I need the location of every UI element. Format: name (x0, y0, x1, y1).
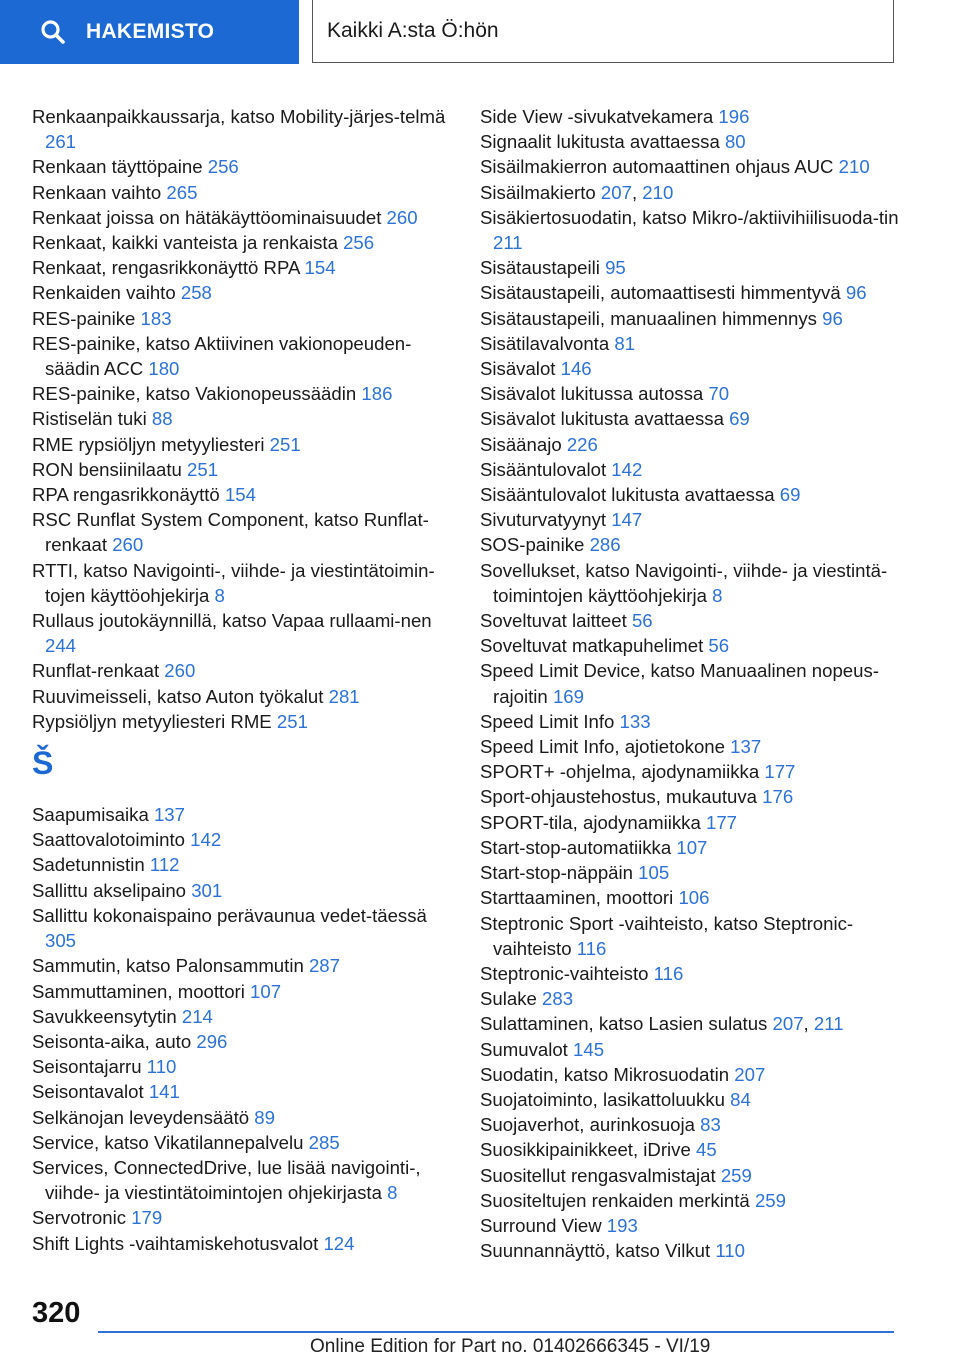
page-reference-link[interactable]: 305 (45, 930, 77, 952)
index-entry (480, 331, 920, 356)
index-term: Ristiselän tuki (32, 408, 147, 430)
index-entry (32, 1079, 452, 1104)
page-reference-link[interactable]: 8 (387, 1182, 398, 1204)
index-entry (480, 860, 920, 885)
index-entry (480, 1238, 920, 1263)
index-entry (32, 684, 452, 709)
index-term: Sisävalot lukitussa autossa (480, 383, 704, 405)
page-reference-link[interactable]: 81 (614, 332, 636, 354)
index-term: Surround View (480, 1214, 602, 1236)
page-reference-link[interactable]: 251 (187, 458, 219, 480)
index-entry (32, 457, 452, 482)
index-entry (32, 255, 452, 280)
tab-bar (0, 0, 960, 66)
index-term: RPA rengasrikkonäyttö (32, 484, 220, 506)
footer-divider (98, 1331, 894, 1333)
page-reference-link[interactable]: 301 (191, 879, 223, 901)
index-entry (480, 633, 920, 658)
index-term: Renkaan vaihto (32, 181, 162, 203)
index-term: Sulattaminen, katso Lasien sulatus (480, 1013, 768, 1035)
index-entry (480, 406, 920, 431)
index-entry (32, 852, 452, 877)
page-reference-link[interactable]: 154 (304, 257, 336, 279)
index-entry (32, 1054, 452, 1079)
index-term: Steptronic-vaihteisto (480, 962, 649, 984)
page-reference-link[interactable]: 183 (140, 307, 172, 329)
index-term: Sport-ohjaustehostus, mukautuva (480, 786, 757, 808)
index-term: Suositeltujen renkaiden merkintä (480, 1189, 750, 1211)
index-term: Seisonta-aika, auto (32, 1030, 192, 1052)
index-entry (32, 1130, 452, 1155)
index-term: RES-painike, katso Aktiivinen vakionopeuden-säädin ACC (32, 332, 412, 380)
page-reference-link[interactable]: 147 (611, 509, 643, 531)
page-reference-link[interactable]: 142 (611, 458, 643, 480)
page-reference-link[interactable]: 261 (45, 131, 77, 153)
page-reference-link[interactable]: 95 (605, 257, 626, 279)
page-reference-link[interactable]: 179 (131, 1207, 163, 1229)
index-letter-heading: Š (32, 745, 54, 782)
index-term: Starttaaminen, moottori (480, 887, 674, 909)
index-term: Sisäilmakierron automaattinen ohjaus AUC (480, 156, 834, 178)
index-term: Sisäkiertosuodatin, katso Mikro-/aktiivihiilisuoda-tin (480, 206, 899, 228)
page-reference-link[interactable]: 45 (696, 1139, 717, 1161)
index-term: Sisätaustapeili, manuaalinen himmennys (480, 307, 817, 329)
search-icon (40, 19, 66, 45)
index-entry (480, 986, 920, 1011)
index-term: SOS-painike (480, 534, 585, 556)
index-term: Sallittu akselipaino (32, 879, 187, 901)
page-reference-link[interactable]: 106 (678, 887, 710, 909)
index-term: Sumuvalot (480, 1038, 568, 1060)
index-entry: Sisäilmakierto 207, 210 (480, 181, 674, 203)
index-term: Suosikkipainikkeet, iDrive (480, 1139, 691, 1161)
index-entry (32, 230, 452, 255)
page-reference-link[interactable]: 207 (600, 181, 632, 203)
index-term: Suositellut rengasvalmistajat (480, 1164, 716, 1186)
tab-a-to-z[interactable] (312, 0, 894, 63)
index-term: Saapumisaika (32, 804, 149, 826)
index-column-left (32, 104, 452, 1256)
index-term: Side View -sivukatvekamera (480, 106, 714, 127)
index-entry (32, 482, 452, 507)
index-term: Sivuturvatyynyt (480, 509, 607, 531)
index-term: Sisäilmakierto (480, 181, 596, 203)
index-term: Soveltuvat laitteet (480, 610, 627, 632)
index-entry (32, 1105, 452, 1130)
index-term: Sisäänajo (480, 433, 562, 455)
index-entry (480, 658, 920, 708)
page-reference-link[interactable]: 137 (730, 736, 762, 758)
index-entry (32, 878, 452, 903)
page-reference-link[interactable]: 83 (700, 1114, 721, 1136)
page-reference-link[interactable]: 69 (779, 484, 801, 506)
index-term: RES-painike, katso Vakionopeussäädin (32, 383, 357, 405)
index-term: Sammuttaminen, moottori (32, 980, 245, 1002)
page-reference-link[interactable]: 251 (276, 710, 308, 732)
page-reference-link[interactable]: 169 (552, 685, 584, 707)
index-term: Soveltuvat matkapuhelimet (480, 635, 704, 657)
index-term: Sisääntulovalot lukitusta avattaessa (480, 484, 775, 506)
index-term: RON bensiinilaatu (32, 458, 182, 480)
page-reference-link[interactable]: 8 (214, 584, 225, 606)
index-term: Start-stop-automatiikka (480, 836, 672, 858)
index-term: Sovellukset, katso Navigointi-, viihde- ja viestintä-toimintojen käyttöohjekirja (480, 559, 888, 606)
index-entry (32, 1004, 452, 1029)
page-reference-link[interactable]: 226 (566, 433, 598, 455)
index-term: Service, katso Vikatilannepalvelu (32, 1131, 304, 1153)
page-reference-link[interactable]: 281 (328, 685, 360, 707)
index-entry (480, 1087, 920, 1112)
tab-a-to-z-label: Kaikki A:sta Ö:hön (327, 19, 499, 42)
page-reference-link[interactable]: 211 (493, 232, 523, 254)
page-reference-link[interactable]: 207 (734, 1063, 766, 1085)
page-reference-link[interactable]: 80 (724, 131, 746, 153)
index-entry (32, 406, 452, 431)
index-term: Renkaat joissa on hätäkäyttöominaisuudet (32, 206, 382, 228)
index-term: Shift Lights -vaihtamiskehotusvalot (32, 1232, 319, 1254)
page-number: 320 (32, 1297, 81, 1329)
index-entry: Sulattaminen, katso Lasien sulatus 207, 211 (480, 1013, 844, 1035)
page-reference-link[interactable]: 141 (148, 1081, 180, 1103)
page-reference-link[interactable]: 193 (606, 1214, 638, 1236)
page-reference-link[interactable]: 145 (573, 1038, 605, 1060)
index-term: RME rypsiöljyn metyyliesteri (32, 433, 265, 455)
index-entry (480, 810, 920, 835)
index-entry (32, 827, 452, 852)
index-term: SPORT-tila, ajodynamiikka (480, 811, 701, 833)
page-reference-link[interactable]: 265 (166, 181, 198, 203)
page-reference-link[interactable]: 146 (560, 358, 592, 380)
page-reference-link[interactable]: 56 (631, 610, 653, 632)
index-term: Seisontavalot (32, 1081, 144, 1103)
index-term: Sallittu kokonaispaino perävaunua vedet-täessä (32, 904, 427, 926)
index-entry (480, 129, 920, 154)
index-term: Ruuvimeisseli, katso Auton työkalut (32, 685, 324, 707)
page-reference-link[interactable]: 110 (715, 1240, 745, 1262)
index-entry (32, 104, 452, 154)
index-entry (480, 608, 920, 633)
index-term: Suodatin, katso Mikrosuodatin (480, 1063, 730, 1085)
page-reference-link[interactable]: 186 (361, 383, 393, 405)
index-entry (480, 532, 920, 557)
page-reference-link[interactable]: 180 (148, 358, 180, 380)
page-reference-link[interactable]: 116 (576, 937, 607, 959)
index-entry (480, 759, 920, 784)
index-entry (480, 784, 920, 809)
index-entry (480, 381, 920, 406)
tab-index[interactable] (0, 0, 299, 64)
index-term: Start-stop-näppäin (480, 862, 633, 884)
page-reference-link[interactable]: 283 (542, 988, 574, 1010)
index-entry (480, 1112, 920, 1137)
index-entry (480, 432, 920, 457)
index-term: Sammutin, katso Palonsammutin (32, 955, 304, 977)
index-term: Rypsiöljyn metyyliesteri RME (32, 710, 272, 732)
page-reference-link[interactable]: 251 (269, 433, 301, 455)
index-term: Rullaus joutokäynnillä, katso Vapaa rullaami-nen (32, 610, 432, 632)
page-reference-link[interactable]: 177 (764, 761, 796, 783)
index-entry (480, 457, 920, 482)
page-reference-link[interactable]: 176 (762, 786, 794, 808)
page-reference-link[interactable]: 69 (729, 408, 750, 430)
index-entry (32, 1029, 452, 1054)
index-entry (480, 306, 920, 331)
index-entry (480, 1188, 920, 1213)
index-entry (480, 558, 920, 608)
page-reference-link[interactable]: 112 (149, 854, 180, 876)
index-term: RTTI, katso Navigointi-, viihde- ja viestintätoimin-tojen käyttöohjekirja (32, 559, 435, 606)
index-entry (32, 608, 452, 658)
index-term: Selkänojan leveydensäätö (32, 1106, 250, 1128)
index-term: Runflat-renkaat (32, 660, 160, 682)
index-entry (32, 1205, 452, 1230)
index-entry (480, 482, 920, 507)
index-entry (480, 709, 920, 734)
page-reference-link[interactable]: 196 (718, 106, 750, 127)
page-reference-link[interactable]: 70 (708, 383, 730, 405)
index-entry (32, 154, 452, 179)
index-entry (32, 180, 452, 205)
index-term: Renkaat, rengasrikkonäyttö RPA (32, 257, 300, 279)
index-entry (480, 1137, 920, 1162)
index-term: Suunnannäyttö, katso Vilkut (480, 1240, 711, 1262)
index-entry (480, 1213, 920, 1238)
page-reference-link[interactable]: 107 (250, 980, 282, 1002)
page-reference-link[interactable]: 256 (343, 232, 375, 254)
index-term: Suojatoiminto, lasikattoluukku (480, 1088, 725, 1110)
index-entry (32, 381, 452, 406)
page-reference-link[interactable]: 256 (207, 156, 239, 178)
page-reference-link[interactable]: 154 (224, 484, 256, 506)
index-entry (32, 802, 452, 827)
index-term: Sisätaustapeili (480, 257, 600, 279)
page-reference-link[interactable]: 177 (705, 811, 738, 833)
index-term: RES-painike (32, 307, 136, 329)
index-entry (480, 885, 920, 910)
page-reference-link[interactable]: 286 (589, 534, 621, 556)
index-entry (32, 953, 452, 978)
index-entry (32, 306, 452, 331)
page-reference-link[interactable]: 258 (180, 282, 212, 304)
page-reference-link[interactable]: 260 (112, 534, 144, 556)
index-term: Sisätaustapeili, automaattisesti himmentyvä (480, 282, 841, 304)
page-reference-link[interactable]: 210 (838, 156, 870, 178)
index-entry (480, 507, 920, 532)
index-entry (32, 507, 452, 557)
page-reference-link[interactable]: 142 (190, 829, 222, 851)
index-entry (480, 255, 920, 280)
index-term: Sulake (480, 988, 537, 1010)
index-entry (32, 903, 452, 953)
page-reference-link[interactable]: 259 (754, 1189, 786, 1211)
index-entry (480, 911, 920, 961)
page-reference-link[interactable]: 89 (254, 1106, 275, 1128)
index-entry (32, 558, 452, 608)
index-term: Savukkeensytytin (32, 1005, 177, 1027)
index-term: Speed Limit Info, ajotietokone (480, 736, 725, 758)
page-reference-link[interactable]: 84 (730, 1088, 751, 1110)
page-reference-link[interactable]: 137 (153, 804, 185, 826)
index-term: Suojaverhot, aurinkosuoja (480, 1114, 695, 1136)
page-reference-link[interactable]: 56 (708, 635, 730, 657)
index-entry (480, 1037, 920, 1062)
index-term: Steptronic Sport -vaihteisto, katso Steptronic-vaihteisto (480, 912, 854, 959)
index-term: Seisontajarru (32, 1056, 142, 1078)
index-entry (32, 432, 452, 457)
index-term: Renkaat, kaikki vanteista ja renkaista (32, 232, 338, 254)
page-reference-link[interactable]: 116 (653, 962, 684, 984)
page-reference-link[interactable]: 287 (308, 955, 340, 977)
index-term: Sisävalot (480, 358, 556, 380)
page-reference-link[interactable]: 107 (676, 836, 708, 858)
index-term: RSC Runflat System Component, katso Runflat-renkaat (32, 509, 429, 556)
index-term: Renkaiden vaihto (32, 282, 176, 304)
page-reference-link[interactable]: 296 (196, 1030, 228, 1052)
index-term: Renkaanpaikkaussarja, katso Mobility-järjes-telmä (32, 106, 446, 127)
page-reference-link[interactable]: 259 (720, 1164, 752, 1186)
index-term: Sadetunnistin (32, 854, 145, 876)
index-term: Sisääntulovalot (480, 458, 607, 480)
index-entry (480, 734, 920, 759)
page-reference-link[interactable]: 110 (146, 1056, 177, 1078)
page-reference-link[interactable]: 214 (181, 1005, 213, 1027)
page-reference-link[interactable]: 244 (45, 635, 77, 657)
index-column-right (480, 104, 920, 1263)
index-term: Sisävalot lukitusta avattaessa (480, 408, 724, 430)
index-entry (480, 205, 920, 255)
page-reference-link[interactable]: 105 (638, 862, 670, 884)
index-term: Saattovalotoiminto (32, 829, 185, 851)
index-term: Speed Limit Info (480, 710, 615, 732)
page-reference-link[interactable]: 124 (323, 1232, 355, 1254)
index-term: Sisätilavalvonta (480, 332, 610, 354)
index-entry (32, 658, 452, 683)
index-term: Servotronic (32, 1207, 127, 1229)
index-entry (32, 1155, 452, 1205)
index-entry (480, 104, 920, 129)
page-reference-link[interactable]: 210 (642, 181, 674, 203)
index-term: Renkaan täyttöpaine (32, 156, 203, 178)
index-term: SPORT+ -ohjelma, ajodynamiikka (480, 761, 760, 783)
tab-index-label: HAKEMISTO (86, 20, 215, 43)
page-reference-link[interactable]: 96 (822, 307, 843, 329)
edition-note: Online Edition for Part no. 01402666345 - VI/19 (310, 1336, 711, 1357)
page-reference-link[interactable]: 133 (619, 710, 651, 732)
index-entry (480, 961, 920, 986)
page-reference-link[interactable]: 207 (772, 1013, 804, 1035)
index-term: Services, ConnectedDrive, lue lisää navigointi-, viihde- ja viestintätoimintojen ohjekirjasta (32, 1156, 421, 1204)
index-entry (480, 280, 920, 305)
index-entry (480, 1062, 920, 1087)
index-entry (480, 1163, 920, 1188)
index-entry (32, 205, 452, 230)
page-reference-link[interactable]: 211 (813, 1013, 844, 1035)
index-entry (32, 331, 452, 381)
page-reference-link[interactable]: 260 (164, 660, 196, 682)
page-reference-link[interactable]: 285 (308, 1131, 340, 1153)
index-entry (32, 1231, 452, 1256)
index-term: Speed Limit Device, katso Manuaalinen nopeus-rajoitin (480, 660, 879, 707)
index-entry (480, 356, 920, 381)
index-entry (32, 709, 452, 734)
index-entry (480, 154, 920, 179)
index-entry (32, 280, 452, 305)
page-reference-link[interactable]: 260 (386, 206, 418, 228)
page-reference-link[interactable]: 96 (845, 282, 867, 304)
index-entry (32, 979, 452, 1004)
index-term: Signaalit lukitusta avattaessa (480, 131, 720, 153)
index-entry (480, 835, 920, 860)
page-reference-link[interactable]: 8 (712, 584, 723, 606)
page-reference-link[interactable]: 88 (151, 408, 173, 430)
